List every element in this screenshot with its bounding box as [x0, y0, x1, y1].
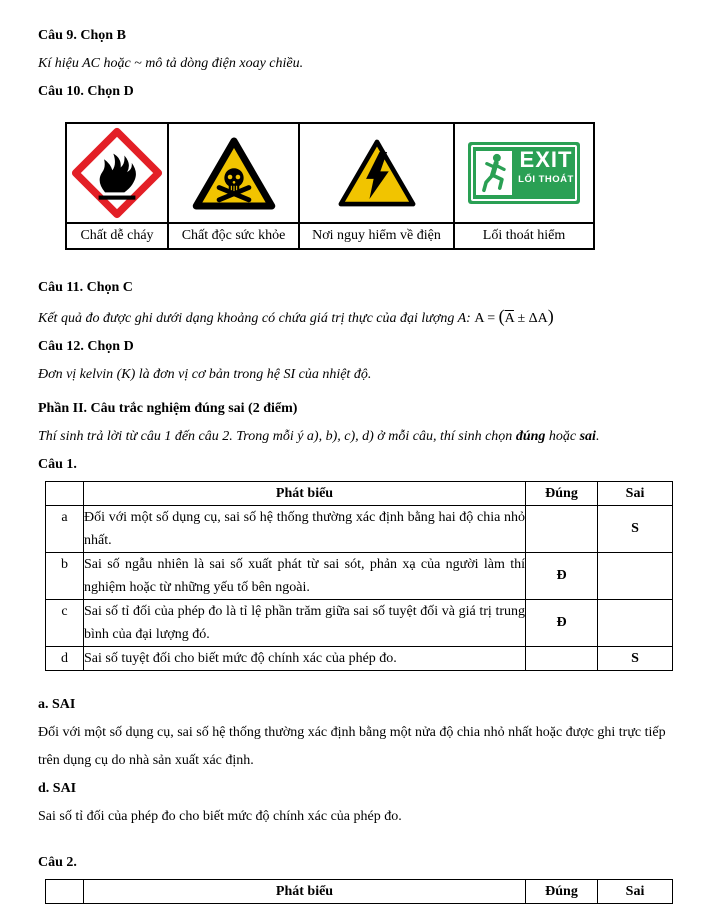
symbol-label: Lối thoát hiểm: [454, 223, 594, 249]
row-key: a: [46, 506, 84, 553]
answer-12-explanation: Đơn vị kelvin (K) là đơn vị cơ bản trong hệ SI của nhiệt độ.: [38, 367, 372, 382]
table-header-row: [46, 482, 673, 506]
symbol-label: Chất độc sức khỏe: [168, 223, 299, 249]
flammable-symbol-cell: [66, 123, 168, 223]
skull-crossbones-triangle-icon: [190, 134, 278, 213]
statement-cell: Sai số tuyệt đối cho biết mức độ chính xác của phép đo.: [84, 647, 526, 671]
true-cell: Đ: [526, 553, 598, 600]
question-1-table: [45, 481, 673, 671]
table-row-c: [46, 600, 673, 647]
false-cell: S: [598, 647, 673, 671]
table-header-row: [46, 880, 673, 904]
corner-header: [46, 880, 84, 904]
false-cell: S: [598, 506, 673, 553]
answer-11-text: Kết quả đo được ghi dưới dạng khoảng có chứa giá trị thực của đại lượng A:: [38, 311, 475, 326]
answer-9-heading: Câu 9. Chọn B: [38, 28, 126, 43]
part-2-heading: Phần II. Câu trắc nghiệm đúng sai (2 điểm): [38, 401, 298, 416]
running-man-icon: [476, 151, 512, 195]
exit-sign-subtext: LỐI THOÁT: [518, 174, 574, 185]
statement-cell: Đối với một số dụng cụ, sai số hệ thống thường xác định bằng hai độ chia nhỏ nhất.: [84, 506, 526, 553]
answer-9-explanation: Kí hiệu AC hoặc ~ mô tả dòng điện xoay chiều.: [38, 56, 304, 71]
exit-sign-icon: [468, 142, 580, 204]
explanation-a-text: Đối với một số dụng cụ, sai số hệ thống thường xác định bằng một nửa độ chia nhỏ nhất hoặc được ghi trực tiếp trên dụng cụ do nhà sản xuất xác định.: [38, 725, 666, 768]
row-key: b: [46, 553, 84, 600]
part-2-instruction: Thí sinh trả lời từ câu 1 đến câu 2. Trong mỗi ý a), b), c), d) ở mỗi câu, thí sinh chọn đúng hoặc sai.: [38, 429, 600, 444]
table-row-d: [46, 647, 673, 671]
true-cell: [526, 506, 598, 553]
false-header: Sai: [598, 880, 673, 904]
explanation-a-heading: a. SAI: [38, 697, 76, 712]
true-cell: Đ: [526, 600, 598, 647]
exit-symbol-cell: [454, 123, 594, 223]
explanation-d-text: Sai số tỉ đối của phép đo cho biết mức độ chính xác của phép đo.: [38, 809, 402, 824]
question-2-label: Câu 2.: [38, 855, 77, 870]
toxic-symbol-cell: [168, 123, 299, 223]
statement-cell: Sai số ngẫu nhiên là sai số xuất phát từ sai sót, phản xạ của người làm thí nghiệm hoặc từ những yếu tố bên ngoài.: [84, 553, 526, 600]
false-cell: [598, 600, 673, 647]
answer-11-heading: Câu 11. Chọn C: [38, 280, 133, 295]
statement-cell: Sai số tỉ đối của phép đo là tỉ lệ phần trăm giữa sai số tuyệt đối và giá trị trung bình của đại lượng đó.: [84, 600, 526, 647]
true-header: Đúng: [526, 482, 598, 506]
question-1-label: Câu 1.: [38, 457, 77, 472]
flammable-diamond-icon: [71, 127, 163, 219]
row-key: d: [46, 647, 84, 671]
false-header: Sai: [598, 482, 673, 506]
exit-sign-text: EXIT: [519, 147, 573, 172]
table-row-b: [46, 553, 673, 600]
true-cell: [526, 647, 598, 671]
symbol-label: Nơi nguy hiểm về điện: [299, 223, 454, 249]
electric-symbol-cell: [299, 123, 454, 223]
explanation-d-heading: d. SAI: [38, 781, 77, 796]
false-cell: [598, 553, 673, 600]
true-header: Đúng: [526, 880, 598, 904]
question-2-table: [45, 879, 673, 904]
symbol-labels-row: [66, 223, 594, 249]
electric-hazard-triangle-icon: [335, 135, 419, 211]
measurement-formula: $A = (\overline{A} \pm \Delta A)$: [474, 306, 554, 326]
answer-11-explanation: [38, 302, 676, 333]
answer-12-heading: Câu 12. Chọn D: [38, 339, 134, 354]
table-row-a: [46, 506, 673, 553]
statement-header: Phát biểu: [84, 880, 526, 904]
hazard-symbols-table: [65, 122, 595, 250]
symbols-row: [66, 123, 594, 223]
row-key: c: [46, 600, 84, 647]
statement-header: Phát biểu: [84, 482, 526, 506]
corner-header: [46, 482, 84, 506]
symbol-label: Chất dễ cháy: [66, 223, 168, 249]
answer-10-heading: Câu 10. Chọn D: [38, 84, 134, 99]
